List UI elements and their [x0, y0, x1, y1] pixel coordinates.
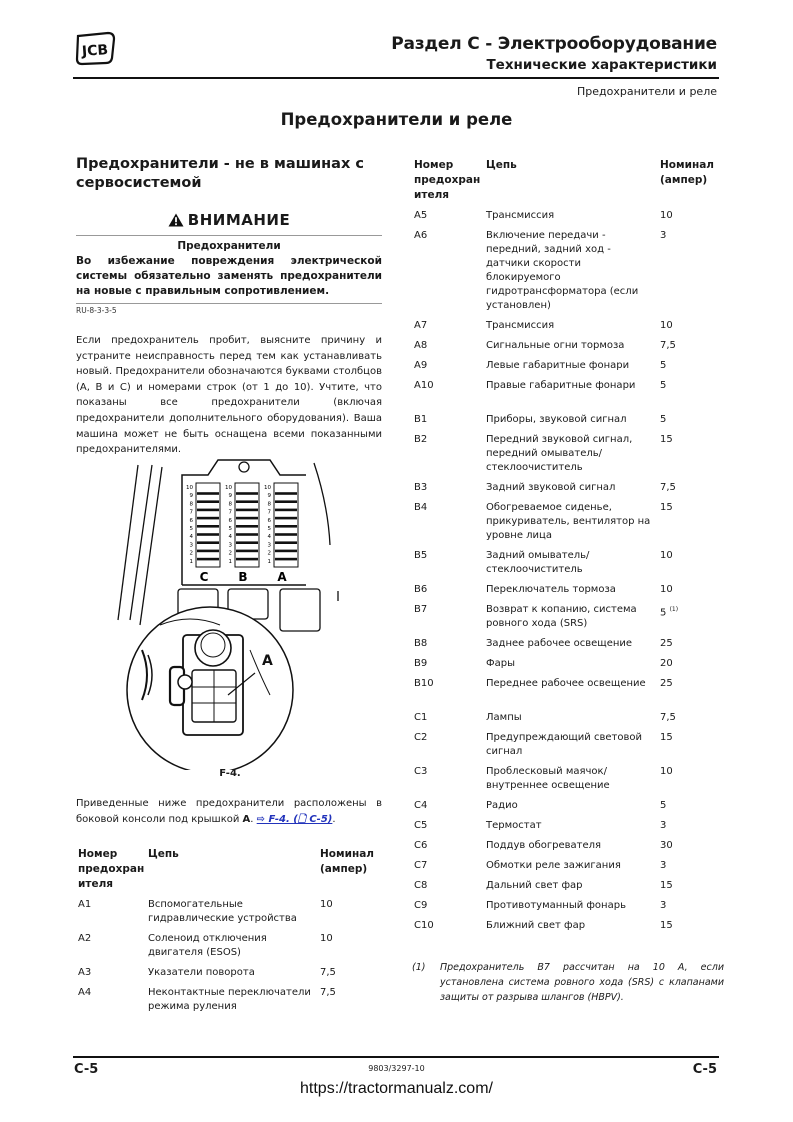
- fuse-slot: [236, 500, 258, 503]
- fuse-circuit: Проблесковый маячок/ внутреннее освещение: [486, 766, 610, 791]
- fuse-column-label: B: [238, 570, 248, 584]
- fuse-row: [414, 227, 724, 317]
- footnote-text: Предохранитель B7 рассчитан на 10 A, если установлена система ровного хода (SRS) с клапанами защиты от разрыва шлангов (HBPV).: [440, 962, 724, 1003]
- col-header-circuit: Цепь: [148, 848, 179, 860]
- fuse-slot: [275, 509, 297, 512]
- fuse-row: [414, 817, 724, 837]
- rating-value: 3: [660, 900, 667, 911]
- warning-heading-text: ВНИМАНИЕ: [187, 211, 291, 229]
- fuse-circuit: Ближний свет фар: [486, 920, 586, 931]
- fuse-id: C4: [414, 800, 428, 811]
- fuse-row-number: 6: [228, 517, 232, 524]
- footnote-mark: (1): [412, 962, 426, 973]
- fuse-row-number: 7: [189, 509, 193, 516]
- fuse-rating: [654, 817, 724, 837]
- fuse-circuit: Предупреждающий световой сигнал: [486, 732, 642, 757]
- fuse-row-number: 10: [264, 485, 271, 491]
- fuse-slot: [275, 541, 297, 544]
- fuse-rating: [654, 207, 724, 227]
- figure-reference-link[interactable]: ⇨ F-4. (🗋 C-5): [256, 814, 333, 825]
- fuse-slot: [197, 509, 219, 512]
- rating-value: 10: [660, 766, 673, 777]
- fuse-slot: [275, 500, 297, 503]
- fuse-rating: [654, 317, 724, 337]
- fuse-row-number: 9: [267, 493, 271, 500]
- fuse-circuit: Приборы, звуковой сигнал: [486, 414, 627, 425]
- fuse-id: A6: [414, 230, 428, 241]
- fuse-row: [414, 499, 724, 547]
- fuse-circuit: Термостат: [486, 820, 542, 831]
- rating-value: 15: [660, 880, 673, 891]
- fuse-row-number: 8: [267, 501, 271, 508]
- fuse-row-number: 10: [186, 485, 193, 491]
- fuse-row: [414, 581, 724, 601]
- fuse-row: [414, 655, 724, 675]
- fuse-id: B4: [414, 502, 428, 513]
- fuse-row: [414, 479, 724, 499]
- fuse-circuit: Неконтактные переключатели режима руления: [148, 987, 311, 1012]
- rating-value: 7,5: [660, 340, 676, 351]
- spacer-cell: [414, 695, 724, 709]
- page-title: Предохранители и реле: [280, 110, 513, 129]
- fuse-slot: [197, 492, 219, 495]
- fuse-circuit: Радио: [486, 800, 518, 811]
- section-title: Раздел С - Электрооборудование: [391, 34, 717, 54]
- warning-title: Предохранители: [177, 240, 281, 252]
- section-heading: Предохранители - не в машинах с сервосистемой: [76, 156, 364, 191]
- fuse-circuit: Переключатель тормоза: [486, 584, 616, 595]
- logo-text: JCB: [81, 42, 109, 60]
- fuse-row-number: 1: [189, 558, 193, 565]
- fuse-id: C10: [414, 920, 434, 931]
- fuse-circuit: Обмотки реле зажигания: [486, 860, 621, 871]
- fuse-id: C6: [414, 840, 428, 851]
- location-text-dot: .: [250, 814, 257, 825]
- fuse-rating: [654, 411, 724, 431]
- fuse-rating: [654, 431, 724, 479]
- fuse-id: C2: [414, 732, 428, 743]
- header-topic: Предохранители и реле: [577, 85, 717, 98]
- fuse-id: A7: [414, 320, 428, 331]
- fuse-slot: [236, 558, 258, 561]
- fuse-rating: [654, 709, 724, 729]
- fuse-row: [414, 877, 724, 897]
- fuse-rating: [314, 930, 378, 964]
- location-text-end: .: [332, 814, 336, 825]
- fuse-rating: [654, 499, 724, 547]
- fuse-circuit: Задний звуковой сигнал: [486, 482, 616, 493]
- rating-value: 10: [320, 899, 333, 910]
- location-text: Приведенные ниже предохранители расположены в боковой консоли под крышкой: [76, 798, 382, 825]
- group-spacer: [414, 695, 724, 709]
- rating-value: 10: [660, 320, 673, 331]
- fuse-row: [414, 547, 724, 581]
- rating-footnote-ref: (1): [669, 606, 679, 613]
- fuse-slot: [275, 492, 297, 495]
- source-url: https://tractormanualz.com/: [300, 1080, 493, 1097]
- fuse-circuit: Фары: [486, 658, 515, 669]
- fuse-rating: [654, 547, 724, 581]
- fuse-table-left: [78, 847, 378, 1018]
- fuse-id: A3: [78, 967, 92, 978]
- fuse-id: A5: [414, 210, 428, 221]
- fuse-id: B3: [414, 482, 428, 493]
- rating-value: 10: [660, 210, 673, 221]
- rating-value: 25: [660, 678, 673, 689]
- fuse-slot: [236, 509, 258, 512]
- fuse-row: [414, 709, 724, 729]
- fuse-circuit: Левые габаритные фонари: [486, 360, 630, 371]
- fuse-row: [414, 337, 724, 357]
- fuse-rating: [654, 797, 724, 817]
- fuse-slot: [197, 525, 219, 528]
- fuse-circuit: Заднее рабочее освещение: [486, 638, 633, 649]
- fuse-rating: [314, 964, 378, 984]
- rating-value: 20: [660, 658, 673, 669]
- fuse-rating: [654, 635, 724, 655]
- fuse-row: [414, 917, 724, 937]
- fuse-circuit: Переднее рабочее освещение: [486, 678, 646, 689]
- fuse-row: [414, 897, 724, 917]
- fuse-id: C5: [414, 820, 428, 831]
- fuse-circuit: Возврат к копанию, система ровного хода (SRS): [486, 604, 637, 629]
- rating-value: 5: [660, 800, 667, 811]
- rating-value: 5: [660, 414, 667, 425]
- fuse-slot: [197, 558, 219, 561]
- fuse-row-number: 5: [267, 526, 271, 532]
- fuse-rating: [654, 877, 724, 897]
- fuse-row: [414, 207, 724, 227]
- col-header-rating: Номинал (ампер): [320, 848, 374, 875]
- fuse-row-number: 3: [267, 542, 271, 549]
- fuse-circuit: Обогреваемое сиденье, прикуриватель, вентилятор на уровне лица: [486, 502, 651, 541]
- col-header-circuit: Цепь: [486, 159, 517, 171]
- fuse-row-number: 10: [225, 485, 232, 491]
- fuse-rating: [654, 857, 724, 877]
- warning-ref-code: RU-8-3-3-5: [76, 306, 117, 315]
- fuse-slot: [236, 517, 258, 520]
- fuse-rating: [654, 837, 724, 857]
- page-number-left: C-5: [74, 1062, 99, 1077]
- col-header-fuse-number: Номер предохран ителя: [78, 848, 145, 890]
- col-header-rating: Номинал (ампер): [660, 159, 714, 186]
- fuse-row-number: 8: [189, 501, 193, 508]
- fuse-circuit: Указатели поворота: [148, 967, 255, 978]
- fuse-row-number: 7: [267, 509, 271, 516]
- rating-value: 25: [660, 638, 673, 649]
- warning-text: Во избежание повреждения электрической системы обязательно заменять предохранители на новые с правильным сопротивлением.: [76, 255, 382, 297]
- fuse-circuit: Задний омыватель/ стеклоочиститель: [486, 550, 590, 575]
- location-paragraph: [76, 796, 382, 828]
- fuse-rating: [654, 357, 724, 377]
- rating-value: 10: [320, 933, 333, 944]
- rating-value: 15: [660, 502, 673, 513]
- fuse-rating: [654, 479, 724, 499]
- fuse-row-number: 9: [228, 493, 232, 500]
- fuse-id: A4: [78, 987, 92, 998]
- rating-value: 7,5: [660, 712, 676, 723]
- fuse-slot: [275, 525, 297, 528]
- fuse-slot: [236, 525, 258, 528]
- fuse-row: [414, 729, 724, 763]
- fuse-id: A9: [414, 360, 428, 371]
- fuse-column-label: A: [277, 570, 287, 584]
- fuse-row-number: 1: [228, 558, 232, 565]
- rating-value: 3: [660, 820, 667, 831]
- rating-value: 10: [660, 550, 673, 561]
- rating-value: 5: [660, 380, 667, 391]
- fuse-rating: [654, 377, 724, 397]
- fuse-id: A10: [414, 380, 434, 391]
- fuse-row-number: 8: [228, 501, 232, 508]
- fuse-row-number: 7: [228, 509, 232, 516]
- fuse-row: [78, 964, 378, 984]
- fuse-circuit: Сигнальные огни тормоза: [486, 340, 625, 351]
- fuse-box-illustration: [100, 445, 360, 770]
- fuse-slot: [197, 500, 219, 503]
- fuse-rating: [654, 581, 724, 601]
- fuse-circuit: Соленоид отключения двигателя (ESOS): [148, 933, 267, 958]
- rating-value: 10: [660, 584, 673, 595]
- fuse-row: [414, 317, 724, 337]
- fuse-row-number: 2: [189, 550, 193, 557]
- fuse-table-right: [414, 158, 724, 937]
- fuse-id: B5: [414, 550, 428, 561]
- fuse-rating: [314, 896, 378, 930]
- fuse-slot: [275, 517, 297, 520]
- fuse-slot: [197, 541, 219, 544]
- fuse-id: C7: [414, 860, 428, 871]
- footer-divider: [73, 1056, 719, 1058]
- page-number-right: C-5: [692, 1062, 717, 1077]
- document-code: 9803/3297-10: [368, 1064, 425, 1073]
- fuse-row-number: 5: [228, 526, 232, 532]
- fuse-id: B10: [414, 678, 434, 689]
- fuse-rating: [654, 675, 724, 695]
- warning-triangle-icon: [168, 213, 184, 227]
- fuse-row-number: 3: [189, 542, 193, 549]
- fuse-circuit: Трансмиссия: [486, 210, 555, 221]
- fuse-row: [414, 411, 724, 431]
- rating-value: 7,5: [320, 987, 336, 998]
- fuse-rating: [654, 763, 724, 797]
- rating-value: 3: [660, 230, 667, 241]
- fuse-rating: [314, 984, 378, 1018]
- intro-paragraph: Если предохранитель пробит, выясните причину и устраните неисправность перед тем как устанавливать новый. Предохранители обозначаются буквами столбцов (A, B и C) и номерами строк (от 1 до 10). Учтите, что показаны все предохранители (включая предохранители дополнительного оборудования). Ваша машина может не быть оснащена всеми показанными предохранителями.: [76, 335, 382, 456]
- rating-value: 3: [660, 860, 667, 871]
- fuse-row-number: 1: [267, 558, 271, 565]
- header-divider: [73, 77, 719, 79]
- fuse-circuit: Правые габаритные фонари: [486, 380, 636, 391]
- fuse-row-number: 6: [189, 517, 193, 524]
- rating-value: 7,5: [320, 967, 336, 978]
- figure-callout-a: A: [262, 653, 273, 669]
- subsection-title: Технические характеристики: [486, 57, 717, 73]
- fuse-row-number: 2: [228, 550, 232, 557]
- footnote: [412, 960, 724, 1005]
- fuse-slot: [275, 558, 297, 561]
- fuse-row-number: 3: [228, 542, 232, 549]
- fuse-row-number: 5: [189, 526, 193, 532]
- fuse-circuit: Дальний свет фар: [486, 880, 583, 891]
- fuse-row: [414, 357, 724, 377]
- fuse-circuit: Лампы: [486, 712, 522, 723]
- rating-value: 15: [660, 732, 673, 743]
- fuse-id: A8: [414, 340, 428, 351]
- col-header-fuse-number: Номер предохран ителя: [414, 159, 481, 201]
- fuse-row: [414, 675, 724, 695]
- fuse-id: C3: [414, 766, 428, 777]
- fuse-id: B7: [414, 604, 428, 615]
- group-spacer: [414, 397, 724, 411]
- fuse-id: C8: [414, 880, 428, 891]
- fuse-rating: [654, 655, 724, 675]
- fuse-row: [78, 984, 378, 1018]
- fuse-row-number: 4: [228, 534, 232, 541]
- fuse-row: [414, 431, 724, 479]
- fuse-id: B9: [414, 658, 428, 669]
- fuse-row: [414, 797, 724, 817]
- fuse-rating: [654, 917, 724, 937]
- figure-caption: F-4.: [219, 768, 241, 779]
- warning-box: [76, 235, 382, 304]
- fuse-row-number: 4: [189, 534, 193, 541]
- fuse-rating: [654, 337, 724, 357]
- fuse-rating: [654, 897, 724, 917]
- fuse-row-number: 4: [267, 534, 271, 541]
- fuse-id: B1: [414, 414, 428, 425]
- fuse-row-number: 2: [267, 550, 271, 557]
- fuse-circuit: Передний звуковой сигнал, передний омыватель/ стеклоочиститель: [486, 434, 633, 473]
- fuse-rating: [654, 601, 724, 635]
- fuse-slot: [197, 550, 219, 553]
- fuse-id: A2: [78, 933, 92, 944]
- rating-value: 5: [660, 607, 667, 619]
- fuse-row-number: 9: [189, 493, 193, 500]
- fuse-slot: [236, 492, 258, 495]
- fuse-circuit: Вспомогательные гидравлические устройства: [148, 899, 297, 924]
- fuse-id: B2: [414, 434, 428, 445]
- left-column: [76, 155, 382, 458]
- fuse-slot: [197, 533, 219, 536]
- jcb-logo: [74, 30, 116, 66]
- fuse-circuit: Трансмиссия: [486, 320, 555, 331]
- fuse-rating: [654, 729, 724, 763]
- fuse-row: [414, 377, 724, 397]
- fuse-id: B6: [414, 584, 428, 595]
- fuse-rating: [654, 227, 724, 317]
- rating-value: 30: [660, 840, 673, 851]
- rating-value: 5: [660, 360, 667, 371]
- fuse-circuit: Включение передачи - передний, задний ход - датчики скорости блокируемого гидротрансформатора (если установлен): [486, 230, 639, 311]
- fuse-slot: [236, 541, 258, 544]
- fuse-row: [78, 896, 378, 930]
- fuse-slot: [236, 550, 258, 553]
- fuse-id: A1: [78, 899, 92, 910]
- warning-heading: [76, 211, 382, 229]
- fuse-row: [414, 601, 724, 635]
- fuse-id: C1: [414, 712, 428, 723]
- fuse-row: [414, 837, 724, 857]
- rating-value: 7,5: [660, 482, 676, 493]
- fuse-row: [78, 930, 378, 964]
- spacer-cell: [414, 397, 724, 411]
- cover-label: A: [242, 814, 251, 825]
- fuse-id: C9: [414, 900, 428, 911]
- fuse-row: [414, 763, 724, 797]
- fuse-row-number: 6: [267, 517, 271, 524]
- fuse-slot: [275, 533, 297, 536]
- fuse-row: [414, 635, 724, 655]
- fuse-slot: [197, 517, 219, 520]
- fuse-row: [414, 857, 724, 877]
- rating-value: 15: [660, 434, 673, 445]
- fuse-box-figure: [100, 445, 360, 770]
- fuse-slot: [236, 533, 258, 536]
- fuse-column-label: C: [199, 570, 209, 584]
- fuse-slot: [275, 550, 297, 553]
- fuse-circuit: Противотуманный фонарь: [486, 900, 626, 911]
- fuse-circuit: Поддув обогревателя: [486, 840, 602, 851]
- fuse-id: B8: [414, 638, 428, 649]
- rating-value: 15: [660, 920, 673, 931]
